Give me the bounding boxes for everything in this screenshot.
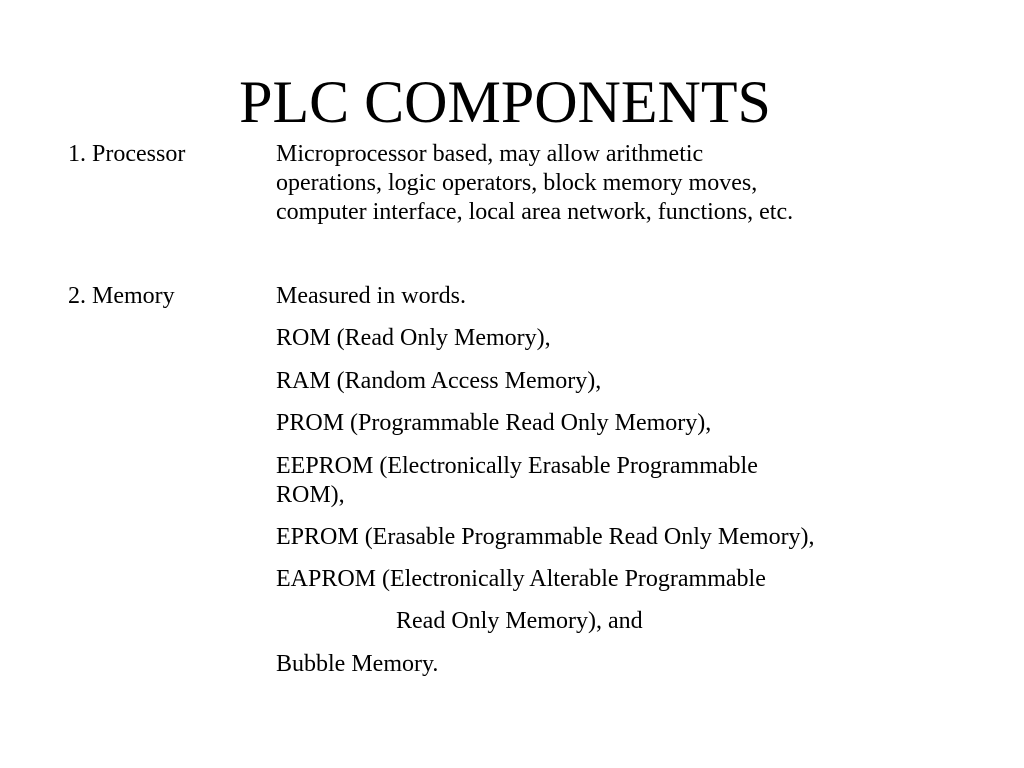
memory-type-item: EEPROM (Electronically Erasable Programmable xyxy=(276,453,758,479)
processor-description-line: operations, logic operators, block memory moves, xyxy=(276,170,758,196)
slide-title: PLC COMPONENTS xyxy=(239,69,771,135)
memory-type-item: Bubble Memory. xyxy=(276,651,439,677)
memory-label: 2. Memory xyxy=(68,283,175,309)
memory-type-item: EPROM (Erasable Programmable Read Only Memory), xyxy=(276,524,815,550)
memory-type-item: ROM), xyxy=(276,482,345,508)
memory-type-item: PROM (Programmable Read Only Memory), xyxy=(276,410,712,436)
memory-type-item: EAPROM (Electronically Alterable Programmable xyxy=(276,566,766,592)
processor-description-line: Microprocessor based, may allow arithmetic xyxy=(276,141,704,167)
memory-description-line: Measured in words. xyxy=(276,283,466,309)
processor-description-line: computer interface, local area network, functions, etc. xyxy=(276,199,794,225)
memory-type-item-continuation: Read Only Memory), and xyxy=(396,608,643,634)
processor-label: 1. Processor xyxy=(68,141,186,167)
memory-type-item: RAM (Random Access Memory), xyxy=(276,368,602,394)
memory-type-item: ROM (Read Only Memory), xyxy=(276,325,551,351)
